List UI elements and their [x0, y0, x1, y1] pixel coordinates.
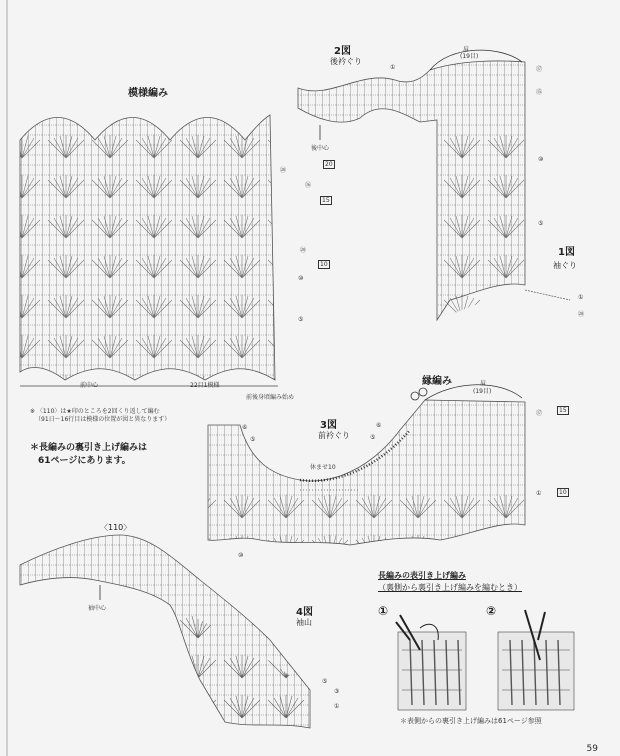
fig4-row-marker: ⑤	[322, 678, 328, 685]
fig4-row-marker: ①	[334, 703, 340, 710]
boxed-row-number: 10	[559, 489, 567, 496]
repeat-label: 22目1模様	[190, 382, 220, 389]
fig2-number: 2図	[334, 46, 351, 57]
fig4-name: 袖山	[296, 618, 312, 627]
fig2-name: 後衿ぐり	[330, 57, 362, 66]
fig4-sleeve-cap-chart	[20, 535, 310, 728]
center-front-label: 前中心	[80, 382, 99, 389]
pattern-note-2: （91日〜16行目は模様の位置が図と異なります）	[35, 416, 171, 423]
fig3-chain: 休ませ10	[310, 464, 336, 471]
fig3-row-marker: ⑤	[370, 434, 376, 441]
pattern-row-marker: ⑩	[298, 275, 304, 282]
fig4-count: 〈110〉	[100, 523, 132, 532]
fig3-front-neck-chart	[208, 385, 525, 545]
pattern-row-marker: ⑤	[298, 316, 304, 323]
technique-illustration-2	[498, 610, 574, 710]
fig2-shoulder: 肩	[463, 46, 470, 53]
fig2-back-neck-chart	[298, 50, 570, 320]
start-label: 前後身頃編み始め	[246, 394, 295, 401]
fig4-number: 4図	[296, 607, 313, 618]
fig2-center-back: 後中心	[311, 145, 330, 152]
fig2-row-marker: ⑰	[536, 66, 543, 73]
pattern-row-marker: ⑳	[300, 247, 307, 254]
fig3-name: 前衿ぐり	[318, 431, 350, 440]
pattern-note-1: ※ 〈110〉は★印のところを2回くり返して編む	[30, 408, 160, 415]
fig3-edging: 縁編み	[422, 376, 452, 387]
note-line-1: ＊長編みの裏引き上げ編みは	[30, 443, 148, 453]
fig3-row-marker: ⑥	[376, 422, 382, 429]
note-line-2: 61ページにあります。	[38, 456, 131, 466]
boxed-row-number: 15	[322, 197, 330, 204]
fig2-row-marker: ①	[390, 64, 396, 71]
boxed-row-number: 15	[559, 407, 567, 414]
pattern-title: 模様編み	[128, 88, 168, 99]
technique-step-1: ①	[378, 604, 389, 618]
fig2-row-marker: ①	[578, 294, 584, 301]
fig2-shoulder-count: (19目)	[460, 53, 479, 60]
fig3-row-marker: ⑤	[250, 436, 256, 443]
technique-title: 長編みの表引き上げ編み	[378, 571, 466, 580]
technique-illustration-1	[396, 615, 466, 710]
fig3-row-marker: ⑰	[536, 410, 543, 417]
fig2-row-marker: ⑤	[538, 220, 544, 227]
technique-subtitle: （裏側から裏引き上げ編みを編むとき）	[378, 583, 522, 592]
fig2-row-marker: ⑮	[536, 89, 543, 96]
fig3-row-marker: ①	[536, 490, 542, 497]
fig1-number: 1図	[558, 247, 575, 258]
technique-reference: ＊表側からの裏引き上げ編みは61ページ参照	[400, 717, 542, 725]
fig3-row-marker: ⑥	[242, 424, 248, 431]
fig1-name: 袖ぐり	[553, 261, 577, 270]
boxed-row-number: 10	[320, 261, 328, 268]
fig2-row-marker: ⑩	[538, 156, 544, 163]
pattern-row-marker: ⑯	[305, 182, 312, 189]
fig3-shoulder-count: (19目)	[473, 388, 492, 395]
fig2-row-marker: ⑳	[578, 311, 585, 318]
note-block	[30, 442, 147, 468]
fig3-number: 3図	[320, 420, 337, 431]
fig3-shoulder: 肩	[480, 380, 487, 387]
fig4-row-marker: ③	[334, 688, 340, 695]
pattern-row-marker: ⑳	[280, 167, 287, 174]
technique-step-2: ②	[486, 604, 497, 618]
fig4-center: 袖中心	[88, 605, 107, 612]
page-number: 59	[586, 744, 598, 754]
pattern-swatch	[20, 115, 278, 386]
fig4-row-marker: ⑩	[238, 552, 244, 559]
boxed-row-number: 20	[325, 161, 333, 168]
